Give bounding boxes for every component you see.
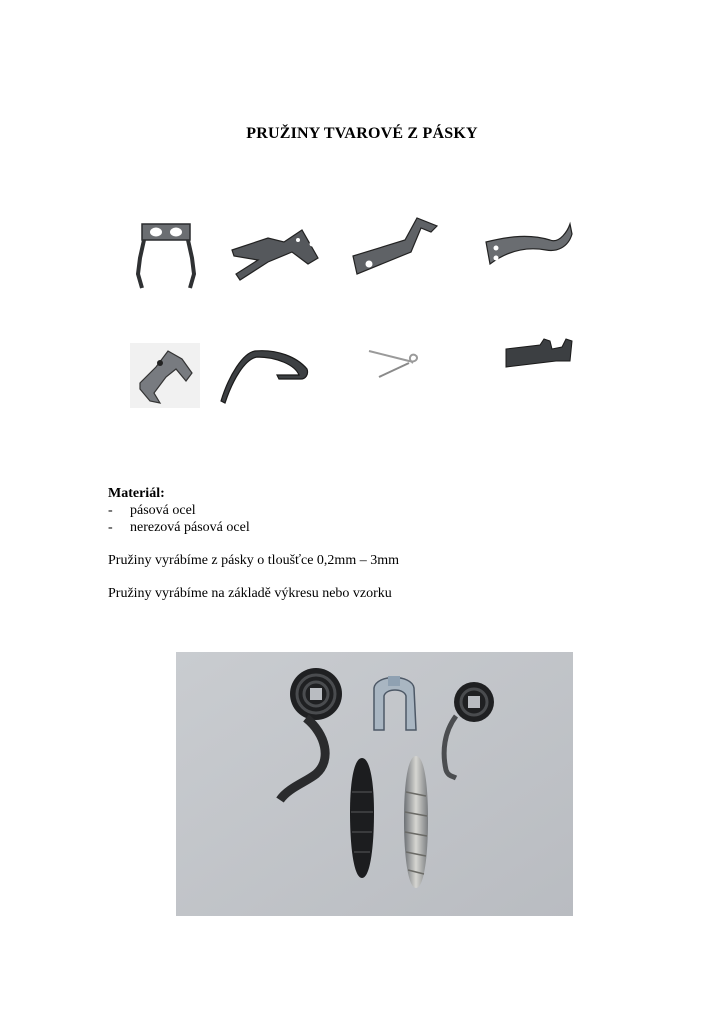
spring-image-forked [228, 222, 323, 287]
list-dash: - [108, 520, 113, 535]
material-heading: Materiál: [108, 486, 165, 501]
spring-image-bent-plate [347, 212, 442, 282]
conical-spring-black [350, 758, 374, 878]
conical-spring-silver [404, 756, 428, 888]
material-list-item [108, 519, 250, 536]
spring-image-flat-tabbed [500, 335, 580, 375]
spring-image-curved-plate [480, 220, 575, 270]
page-title: PRUŽINY TVAROVÉ Z PÁSKY [246, 125, 478, 142]
list-dash: - [108, 503, 113, 518]
material-item-label: pásová ocel [130, 503, 196, 518]
material-section [108, 485, 250, 536]
spring-image-wire-hairpin [365, 345, 425, 385]
spring-photo [176, 652, 573, 916]
spring-image-arched [215, 345, 315, 405]
material-item-label: nerezová pásová ocel [130, 520, 250, 535]
spring-image-angled-clip [130, 343, 200, 408]
manufacturing-paragraph: Pružiny vyrábíme na základě výkresu nebo vzorku [108, 586, 392, 601]
material-list-item [108, 502, 250, 519]
spring-image-clip-with-holes [130, 218, 200, 293]
thickness-paragraph: Pružiny vyrábíme z pásky o tloušťce 0,2mm – 3mm [108, 553, 399, 568]
